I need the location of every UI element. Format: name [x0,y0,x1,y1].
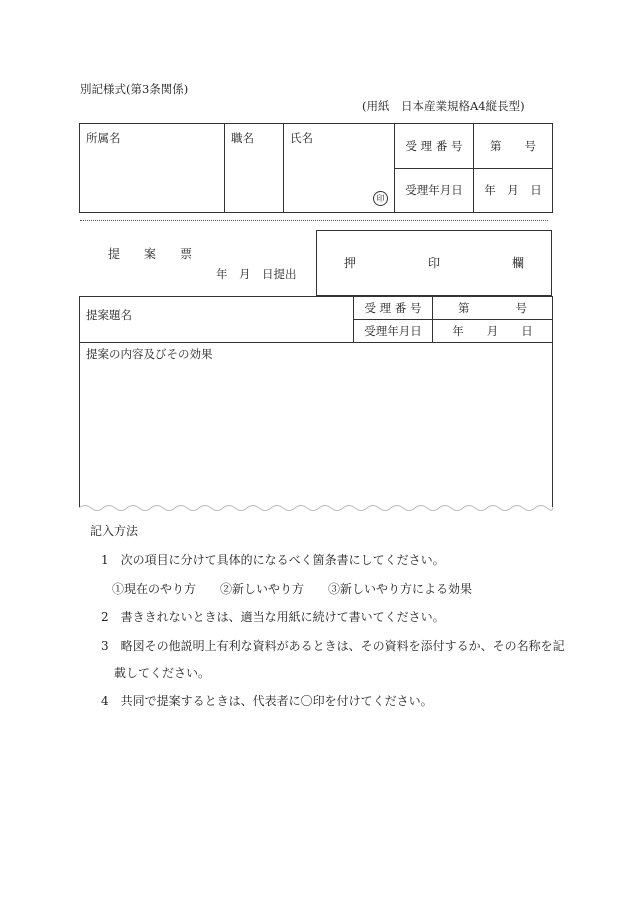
subject-cell[interactable] [80,297,354,343]
instruction-item-2: 2 書ききれないときは、適当な用紙に続けて書いてください。 [101,610,445,624]
seal-mark-icon: 印 [373,191,388,206]
dept-label: 所属名 [86,131,121,145]
stamp-field-label: 押 印 欄 [343,256,524,270]
receipt-no-label: 受 理 番 号 [405,138,463,153]
receipt-date-value-cell[interactable] [474,168,553,213]
proposal-receipt-date-value-cell[interactable] [433,320,553,343]
instruction-item-3-line-2: 載してください。 [114,666,211,680]
cut-line [80,220,548,221]
proposal-receipt-date-value: 年 月 日 [452,324,533,338]
receipt-no-value: 第 号 [490,138,536,153]
paper-size-note: (用紙 日本産業規格A4縦長型) [362,99,525,113]
position-cell[interactable] [225,124,284,213]
proposal-receipt-no-label: 受 理 番 号 [364,301,422,315]
instruction-item-1-sub: ①現在のやり方 ②新しいやり方 ③新しいやり方による効果 [112,582,473,596]
receipt-date-value: 年 月 日 [484,183,542,198]
proposal-receipt-no-value: 第 号 [458,301,527,315]
name-cell[interactable] [284,124,395,213]
content-area[interactable] [79,341,553,507]
proposal-title: 提 案 票 [108,247,193,261]
instruction-item-1: 1 次の項目に分けて具体的になるべく箇条書にしてください。 [101,553,445,567]
form-title: 別記様式(第3条関係) [80,82,189,96]
instruction-item-4: 4 共同で提案するときは、代表者に〇印を付けてください。 [101,694,433,708]
receipt-date-label: 受理年月日 [405,183,463,198]
name-label: 氏名 [290,131,313,145]
stamp-box[interactable] [316,230,552,296]
instructions-heading: 記入方法 [90,524,139,538]
proposal-receipt-no-label-cell [354,297,433,320]
proposal-receipt-date-label: 受理年月日 [364,324,422,338]
proposal-table [79,296,553,343]
proposal-receipt-date-label-cell [354,320,433,343]
proposal-receipt-no-value-cell[interactable] [433,297,553,320]
receipt-no-value-cell[interactable] [474,124,553,169]
content-label: 提案の内容及びその効果 [86,347,213,361]
instruction-item-3-line-1: 3 略図その他説明上有利な資料があるときは、その資料を添付するか、その名称を記 [101,639,565,653]
dept-cell[interactable] [80,124,225,213]
subject-label: 提案題名 [86,308,132,322]
position-label: 職名 [231,131,254,145]
receipt-no-label-cell [395,124,474,169]
wavy-cut-edge [79,503,553,513]
receipt-date-label-cell [395,168,474,213]
date-submitted: 年 月 日提出 [216,267,297,281]
applicant-table [79,123,553,213]
